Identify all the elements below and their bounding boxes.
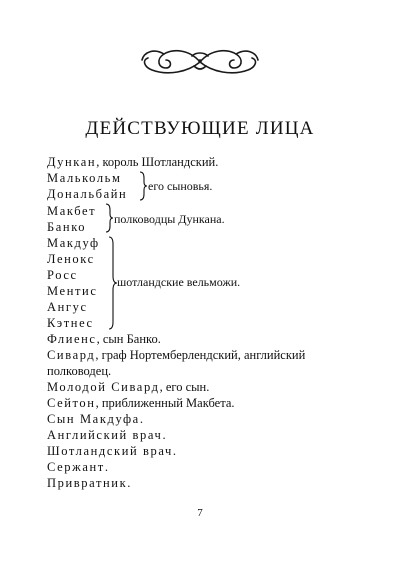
character-menteith: Ментис	[47, 284, 98, 298]
character-son-of-macduff	[47, 411, 143, 427]
page-title: ДЕЙСТВУЮЩИЕ ЛИЦА	[85, 118, 315, 139]
character-description: , граф Нортемберлендский, английский	[95, 348, 306, 362]
page-number: 7	[197, 507, 203, 519]
character-description: .	[172, 444, 177, 458]
character-donalbain: Дональбайн	[47, 187, 128, 201]
character-siward-continued: полководец.	[47, 364, 112, 378]
character-name: Английский врач	[47, 428, 163, 442]
character-ross: Росс	[47, 268, 78, 282]
character-description: .	[139, 412, 143, 426]
character-macduff: Макдуф	[47, 236, 100, 250]
character-name: Шотландский врач	[47, 444, 173, 458]
character-siward	[47, 347, 305, 363]
group-brace	[138, 171, 148, 201]
character-description: , приближенный Макбета.	[95, 396, 235, 410]
character-malcolm: Малькольм	[47, 171, 122, 185]
flourish-ornament-icon	[138, 40, 262, 80]
character-macbeth: Макбет	[47, 204, 97, 218]
character-caithness: Кэтнес	[47, 316, 94, 330]
character-name: Привратник	[47, 476, 128, 490]
character-scottish-doctor	[47, 443, 176, 459]
character-name: Сейтон	[47, 396, 96, 410]
character-angus: Ангус	[47, 300, 88, 314]
group-note-commanders: полководцы Дункана.	[114, 212, 225, 226]
character-banquo: Банко	[47, 220, 87, 234]
character-seyton	[47, 395, 235, 411]
group-note-sons: его сыновья.	[148, 179, 213, 193]
character-young-siward	[47, 379, 209, 395]
character-description: .	[162, 428, 166, 442]
character-fleance	[47, 331, 161, 347]
character-description: .	[104, 460, 108, 474]
character-name: Молодой Сивард	[47, 380, 160, 394]
character-description: , король Шотландский.	[96, 155, 219, 169]
character-duncan	[47, 154, 218, 170]
character-porter	[47, 475, 130, 491]
character-lennox: Ленокс	[47, 252, 95, 266]
group-brace	[104, 203, 114, 233]
group-note-thanes: шотландские вельможи.	[117, 275, 241, 289]
character-name: Сивард	[47, 348, 96, 362]
character-sergeant	[47, 459, 108, 475]
character-name: Дункан	[47, 155, 97, 169]
character-name: Флиенс	[47, 332, 97, 346]
character-description: , сын Банко.	[96, 332, 161, 346]
character-name: Сержант	[47, 460, 105, 474]
character-description: , его сын.	[159, 380, 210, 394]
character-description: .	[127, 476, 131, 490]
character-english-doctor	[47, 427, 166, 443]
character-name: Сын Макдуфа	[47, 412, 140, 426]
